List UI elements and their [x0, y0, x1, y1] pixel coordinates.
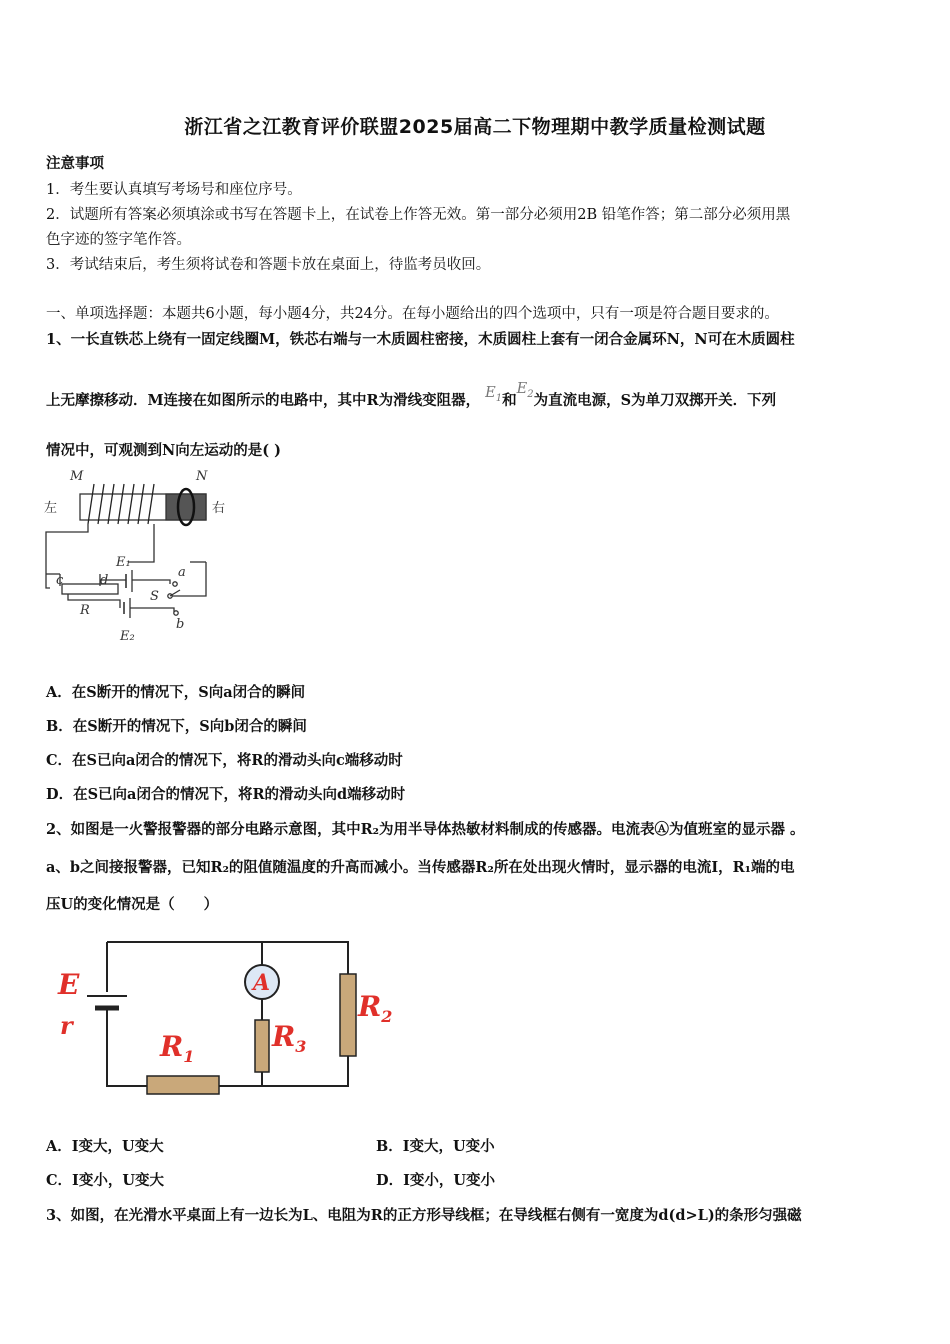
label-r2: $R_2$	[358, 990, 393, 1026]
resistor-r2	[340, 974, 356, 1056]
q2-option-c: C．I变小，U变大	[46, 1172, 164, 1189]
label-e1: E₁	[116, 555, 131, 570]
section-heading: 一、单项选择题：本题共6小题，每小题4分，共24分。在每小题给出的四个选项中，只有一项是符合题目要求的。	[46, 306, 779, 322]
notes-heading: 注意事项	[46, 155, 104, 172]
switch-contact-b	[174, 611, 178, 615]
and-text: 和	[502, 392, 517, 409]
q2-option-b: B．I变大，U变小	[376, 1138, 495, 1155]
label-a: a	[178, 565, 186, 580]
label-r: R	[80, 603, 90, 618]
label-s: S	[150, 589, 159, 604]
q1-line2b: 为直流电源，S为单刀双掷开关．下列	[533, 392, 777, 409]
label-r1: $R_1$	[160, 1030, 195, 1066]
note-item: 1．考生要认真填写考场号和座位序号。	[46, 182, 302, 198]
switch-s	[170, 590, 180, 596]
label-left: 左	[44, 501, 58, 516]
label-d: d	[100, 573, 109, 588]
q1-line2	[46, 381, 777, 412]
q2-line1: 2、如图是一火警报警器的部分电路示意图，其中R₂为用半导体热敏材料制成的传感器。电流表Ⓐ为值班室的显示器 。	[46, 821, 805, 838]
q2-option-a: A．I变大，U变大	[46, 1138, 164, 1155]
resistor-r1	[147, 1076, 219, 1094]
q1-line1: 1、一长直铁芯上绕有一固定线圈M，铁芯右端与一木质圆柱密接，木质圆柱上套有一闭合金属环N，N可在木质圆柱	[46, 331, 795, 348]
note-item: 色字迹的签字笔作答。	[46, 232, 191, 248]
page-title: 浙江省之江教育评价联盟2025届高二下物理期中教学质量检测试题	[184, 116, 766, 138]
q1-option-a: A．在S断开的情况下，S向a闭合的瞬间	[46, 684, 306, 701]
label-a: A	[253, 970, 271, 996]
resistor-r	[62, 584, 118, 594]
label-r3: $R_3$	[272, 1020, 307, 1056]
label-b: b	[176, 617, 185, 632]
label-c: c	[56, 573, 64, 588]
resistor-r3	[255, 1020, 269, 1072]
e2-symbol: $E_2$	[516, 381, 534, 400]
label-n: N	[196, 469, 208, 484]
wire	[128, 524, 154, 562]
label-right: 右	[212, 501, 226, 516]
solenoid-circuit-figure	[40, 462, 240, 652]
note-item: 2．试题所有答案必须填涂或书写在答题卡上，在试卷上作答无效。第一部分必须用2B 铅笔作答；第二部分必须用黑	[46, 207, 791, 223]
e1-symbol: $E_1$	[485, 385, 503, 404]
note-item: 3．考试结束后，考生须将试卷和答题卡放在桌面上，待监考员收回。	[46, 257, 491, 273]
q1-option-c: C．在S已向a闭合的情况下，将R的滑动头向c端移动时	[46, 752, 403, 769]
label-r-internal: r	[60, 1011, 73, 1040]
label-e: E	[58, 968, 80, 1001]
label-m: M	[70, 469, 84, 484]
switch-contact-a	[173, 582, 177, 586]
q1-option-d: D．在S已向a闭合的情况下，将R的滑动头向d端移动时	[46, 786, 406, 803]
q1-line2a: 上无摩擦移动．M连接在如图所示的电路中，其中R为滑线变阻器，	[46, 392, 481, 409]
label-e2: E₂	[120, 629, 135, 644]
q2-option-d: D．I变小，U变小	[376, 1172, 496, 1189]
wire	[46, 524, 88, 588]
q2-line3: 压U的变化情况是（ ）	[46, 896, 219, 913]
q1-line3: 情况中，可观测到N向左运动的是( )	[46, 442, 282, 459]
q1-option-b: B．在S断开的情况下，S向b闭合的瞬间	[46, 718, 307, 735]
wire	[107, 942, 348, 1086]
fire-alarm-circuit-figure	[50, 930, 400, 1100]
q2-line2: a、b之间接报警器，已知R₂的阻值随温度的升高而减小。当传感器R₂所在处出现火情时，显示器的电流I，R₁端的电	[46, 859, 795, 876]
wooden-cylinder	[166, 494, 206, 520]
q3-line1: 3、如图，在光滑水平桌面上有一边长为L、电阻为R的正方形导线框；在导线框右侧有一宽度为d(d>L)的条形匀强磁	[46, 1207, 802, 1224]
